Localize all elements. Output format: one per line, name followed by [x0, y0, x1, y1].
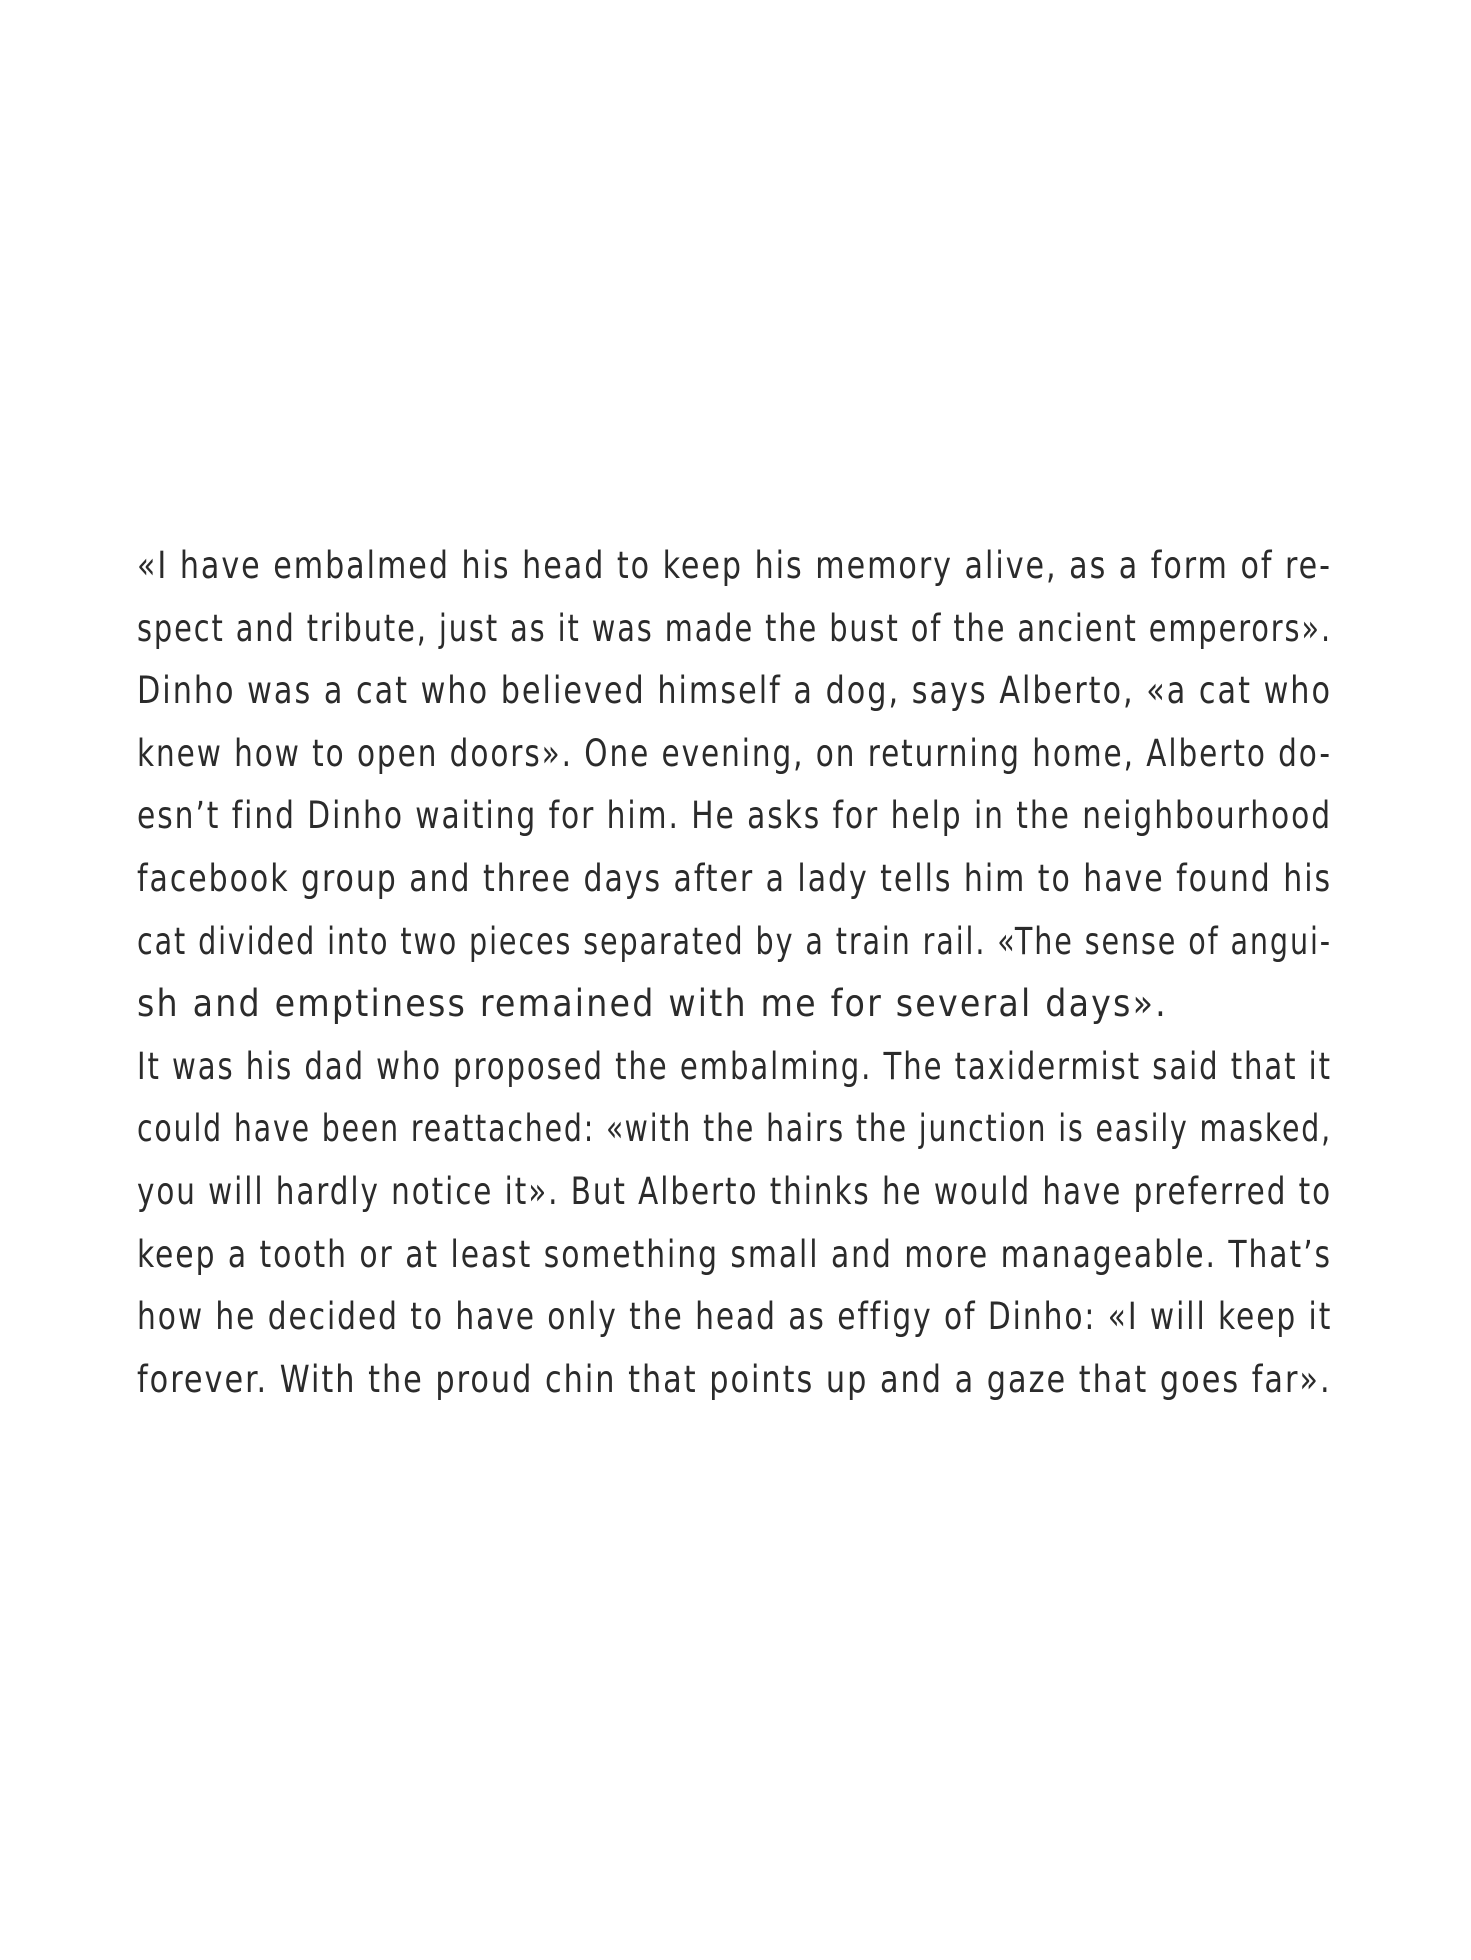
text-line: knew how to open doors». One evening, on returning home, Alberto do-: [137, 731, 1332, 775]
text-line: Dinho was a cat who believed himself a dog, says Alberto, «a cat who: [137, 669, 1332, 713]
text-line: keep a tooth or at least something small and more manageable. That’s: [137, 1232, 1332, 1276]
body-text: [137, 535, 1332, 1411]
text-line: It was his dad who proposed the embalming. The taxidermist said that it: [137, 1044, 1332, 1088]
text-line: esn’t find Dinho waiting for him. He asks for help in the neighbourhood: [137, 794, 1332, 838]
text-line: cat divided into two pieces separated by a train rail. «The sense of angui-: [137, 919, 1332, 963]
text-line: how he decided to have only the head as effigy of Dinho: «I will keep it: [137, 1295, 1333, 1339]
text-line: you will hardly notice it». But Alberto thinks he would have preferred to: [137, 1169, 1332, 1213]
paragraph-2: [137, 1036, 1332, 1412]
text-line: forever. With the proud chin that points up and a gaze that goes far».: [137, 1357, 1332, 1401]
text-line: «I have embalmed his head to keep his memory alive, as a form of re-: [137, 544, 1332, 587]
text-line: facebook group and three days after a lady tells him to have found his: [137, 856, 1333, 900]
text-line: spect and tribute, just as it was made the bust of the ancient emperors».: [137, 606, 1332, 650]
paragraph-1: [137, 535, 1332, 1036]
text-line: sh and emptiness remained with me for several days».: [137, 982, 1168, 1026]
text-line: could have been reattached: «with the hairs the junction is easily masked,: [137, 1107, 1332, 1151]
